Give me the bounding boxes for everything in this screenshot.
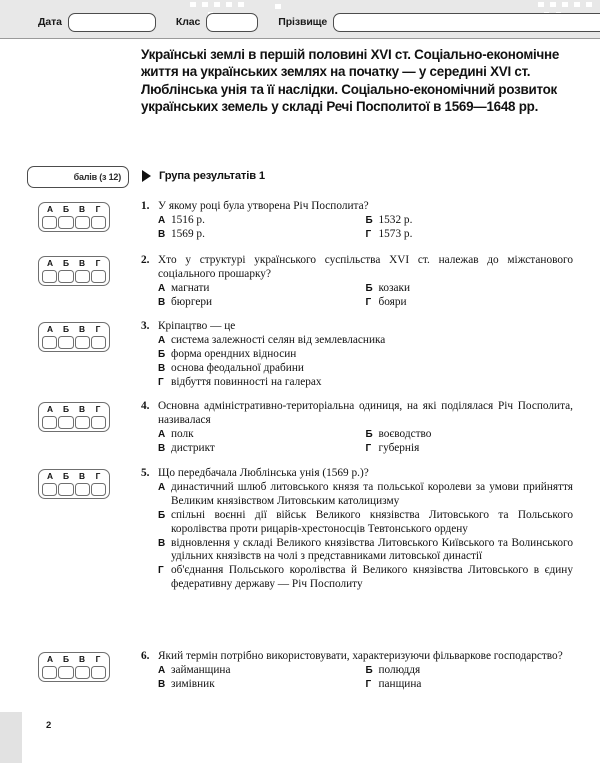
page-header-bar	[0, 0, 600, 39]
question-options	[158, 334, 573, 390]
option-text: бояри	[378, 295, 407, 308]
option-letter: Г	[365, 442, 372, 454]
option-v[interactable]	[158, 362, 573, 376]
option-text: займанщина	[171, 663, 231, 676]
option-letter: Б	[365, 428, 373, 440]
answer-cell-h[interactable]	[91, 336, 106, 349]
option-text: спільні воєнні дії військ Великого князівства Литовського та Польського королівства проти рицарів-хрестоносців Тевтонського ордену	[171, 508, 573, 535]
option-letter: А	[158, 481, 166, 493]
option-letter: А	[158, 282, 166, 294]
answer-grid-cells	[42, 336, 106, 349]
answer-cell-v[interactable]	[75, 416, 90, 429]
question-number: 6.	[141, 650, 150, 662]
answer-letter-h: Г	[95, 654, 101, 664]
option-text: династичний шлюб литовського князя та польської королеви за умови прийняття Великим князівством Литовським католицизму	[171, 480, 573, 507]
answer-cell-b[interactable]	[58, 336, 73, 349]
option-letter: Г	[158, 376, 164, 388]
answer-grid-q3[interactable]	[38, 322, 110, 352]
answer-grid-q6[interactable]	[38, 652, 110, 682]
page-number: 2	[46, 720, 52, 731]
answer-letter-v: В	[78, 324, 86, 334]
question-options	[158, 428, 573, 456]
group-results-label: Група результатів 1	[159, 170, 265, 182]
date-input[interactable]	[68, 13, 156, 32]
class-label: Клас	[175, 16, 201, 28]
option-h[interactable]	[366, 228, 574, 242]
option-text: система залежності селян від землевласника	[171, 333, 386, 346]
answer-grid-cells	[42, 416, 106, 429]
answer-letter-b: Б	[62, 471, 70, 481]
option-letter: А	[158, 334, 166, 346]
answer-cell-b[interactable]	[58, 666, 73, 679]
answer-cell-v[interactable]	[75, 336, 90, 349]
option-letter: В	[158, 228, 166, 240]
option-a[interactable]	[158, 428, 366, 442]
answer-grid-q5[interactable]	[38, 469, 110, 499]
option-a[interactable]	[158, 334, 573, 348]
question-stem	[141, 650, 573, 664]
option-text: форма орендних відносин	[171, 347, 297, 360]
answer-letter-h: Г	[95, 204, 101, 214]
option-text: основа феодальної драбини	[171, 361, 304, 374]
triangle-right-icon	[142, 170, 151, 182]
answer-letter-a: А	[46, 258, 54, 268]
answer-grid-q1[interactable]	[38, 202, 110, 232]
answer-cell-v[interactable]	[75, 216, 90, 229]
option-v[interactable]	[158, 442, 366, 456]
option-text: бюргери	[171, 295, 213, 308]
answer-cell-v[interactable]	[75, 483, 90, 496]
option-text: 1573 р.	[378, 227, 413, 240]
option-text: 1516 р.	[171, 213, 205, 226]
answer-grid-letters	[42, 258, 106, 269]
answer-cell-b[interactable]	[58, 483, 73, 496]
option-b[interactable]	[366, 282, 574, 296]
answer-cell-a[interactable]	[42, 483, 57, 496]
option-letter: Г	[365, 228, 372, 240]
answer-grid-cells	[42, 483, 106, 496]
question-stem	[141, 200, 573, 214]
surname-input[interactable]	[333, 13, 600, 32]
question-number: 2.	[141, 254, 150, 266]
option-h[interactable]	[366, 296, 574, 310]
question-text: Кріпацтво — це	[158, 320, 236, 332]
answer-letter-a: А	[46, 204, 54, 214]
page-title: Українські землі в першій половині XVI ст. Соціально-економічне життя на українських землях на початку — у середині XVI ст. Люблінська унія та її наслідки. Соціально-економічний розвиток українських земель у складі Речі Посполитої в 1569—1648 рр.	[141, 47, 560, 115]
answer-grid-letters	[42, 471, 106, 482]
answer-letter-v: В	[78, 654, 86, 664]
option-h[interactable]	[158, 564, 573, 592]
question-number: 3.	[141, 320, 150, 332]
question-6	[141, 650, 573, 692]
option-b[interactable]	[158, 348, 573, 362]
answer-letter-a: А	[46, 654, 54, 664]
option-letter: А	[158, 428, 166, 440]
option-letter: Г	[365, 678, 372, 690]
question-number: 1.	[141, 200, 150, 212]
question-3	[141, 320, 573, 390]
answer-letter-b: Б	[62, 324, 70, 334]
option-letter: Б	[365, 664, 373, 676]
answer-letter-a: А	[46, 471, 54, 481]
question-stem	[141, 320, 573, 334]
answer-letter-b: Б	[62, 258, 70, 268]
question-number: 4.	[141, 400, 150, 412]
answer-grid-letters	[42, 404, 106, 415]
answer-letter-h: Г	[95, 324, 101, 334]
answer-cell-h[interactable]	[91, 416, 106, 429]
score-box[interactable]	[27, 166, 129, 188]
option-letter: Б	[158, 509, 166, 521]
option-text: полк	[171, 427, 194, 440]
question-4	[141, 400, 573, 456]
answer-grid-letters	[42, 204, 106, 215]
answer-letter-v: В	[78, 204, 86, 214]
answer-letter-h: Г	[95, 471, 101, 481]
option-text: зимівник	[171, 677, 215, 690]
answer-cell-h[interactable]	[91, 270, 106, 283]
answer-grid-cells	[42, 666, 106, 679]
option-letter: Б	[365, 282, 373, 294]
question-options	[158, 664, 573, 692]
option-text: воєводство	[378, 427, 432, 440]
option-text: панщина	[378, 677, 422, 690]
option-text: полюддя	[378, 663, 421, 676]
answer-cell-a[interactable]	[42, 666, 57, 679]
answer-cell-h[interactable]	[91, 666, 106, 679]
class-input[interactable]	[206, 13, 258, 32]
answer-cell-b[interactable]	[58, 270, 73, 283]
option-b[interactable]	[158, 509, 573, 537]
option-letter: Г	[365, 296, 372, 308]
option-text: 1532 р.	[378, 213, 413, 226]
answer-cell-b[interactable]	[58, 416, 73, 429]
option-text: дистрикт	[171, 441, 215, 454]
date-label: Дата	[38, 16, 62, 28]
question-5	[141, 467, 573, 592]
answer-letter-b: Б	[62, 404, 70, 414]
answer-letter-b: Б	[62, 204, 70, 214]
question-text: Що передбачала Люблінська унія (1569 р.)?	[158, 467, 369, 479]
question-stem	[141, 400, 573, 428]
answer-cell-a[interactable]	[42, 336, 57, 349]
option-letter: А	[158, 214, 166, 226]
option-text: об'єднання Польського королівства й Великого князівства Литовського в єдину федеративну державу — Річ Посполиту	[171, 564, 573, 591]
question-number: 5.	[141, 467, 150, 479]
answer-cell-a[interactable]	[42, 216, 57, 229]
answer-cell-a[interactable]	[42, 416, 57, 429]
option-a[interactable]	[158, 481, 573, 509]
surname-label: Прізвище	[278, 16, 328, 28]
answer-cell-b[interactable]	[58, 216, 73, 229]
option-text: губернія	[378, 441, 420, 454]
group-results-header	[142, 170, 265, 182]
option-letter: В	[158, 678, 166, 690]
option-letter: Б	[365, 214, 373, 226]
option-letter: В	[158, 296, 166, 308]
page-corner-tab	[0, 712, 22, 763]
option-letter: Б	[158, 348, 166, 360]
question-1	[141, 200, 573, 242]
question-2	[141, 254, 573, 310]
answer-letter-a: А	[46, 404, 54, 414]
answer-cell-v[interactable]	[75, 666, 90, 679]
option-text: відновлення у складі Великого князівства Литовського Київського та Волинського удільних князівств на чолі з представниками литовської династії	[171, 536, 573, 563]
option-text: козаки	[378, 281, 411, 294]
question-options	[158, 214, 573, 242]
question-text: Основна адміністративно-територіальна одиниця, на які поділялася Річ Посполита, називалася	[158, 400, 573, 426]
option-v[interactable]	[158, 537, 573, 565]
option-h[interactable]	[158, 376, 573, 390]
question-text: Хто у структурі українського суспільства XVI ст. належав до міжстанового соціального прошарку?	[158, 254, 573, 280]
option-v[interactable]	[158, 228, 366, 242]
answer-letter-v: В	[78, 258, 86, 268]
question-options	[158, 282, 573, 310]
answer-grid-q2[interactable]	[38, 256, 110, 286]
answer-cell-h[interactable]	[91, 216, 106, 229]
option-b[interactable]	[366, 664, 574, 678]
question-stem	[141, 254, 573, 282]
option-a[interactable]	[158, 214, 366, 228]
answer-letter-v: В	[78, 404, 86, 414]
answer-cell-a[interactable]	[42, 270, 57, 283]
answer-grid-cells	[42, 216, 106, 229]
option-text: відбуття повинності на галерах	[171, 375, 322, 388]
answer-grid-q4[interactable]	[38, 402, 110, 432]
answer-letter-h: Г	[95, 258, 101, 268]
question-text: У якому році була утворена Річ Посполита?	[158, 200, 369, 212]
answer-letter-h: Г	[95, 404, 101, 414]
answer-grid-cells	[42, 270, 106, 283]
option-letter: В	[158, 362, 166, 374]
option-b[interactable]	[366, 428, 574, 442]
answer-cell-v[interactable]	[75, 270, 90, 283]
answer-letter-v: В	[78, 471, 86, 481]
answer-grid-letters	[42, 324, 106, 335]
question-stem	[141, 467, 573, 481]
option-letter: В	[158, 537, 166, 549]
option-text: магнати	[171, 281, 210, 294]
option-a[interactable]	[158, 664, 366, 678]
option-letter: А	[158, 664, 166, 676]
question-options	[158, 481, 573, 592]
option-h[interactable]	[366, 442, 574, 456]
answer-grid-letters	[42, 654, 106, 665]
question-text: Який термін потрібно використовувати, характеризуючи фільваркове господарство?	[158, 650, 563, 662]
option-v[interactable]	[158, 678, 366, 692]
score-box-label: балів (з 12)	[73, 172, 121, 182]
option-letter: В	[158, 442, 166, 454]
option-a[interactable]	[158, 282, 366, 296]
option-v[interactable]	[158, 296, 366, 310]
option-letter: Г	[158, 565, 164, 577]
answer-cell-h[interactable]	[91, 483, 106, 496]
answer-letter-b: Б	[62, 654, 70, 664]
option-b[interactable]	[366, 214, 574, 228]
option-text: 1569 р.	[171, 227, 205, 240]
answer-letter-a: А	[46, 324, 54, 334]
option-h[interactable]	[366, 678, 574, 692]
